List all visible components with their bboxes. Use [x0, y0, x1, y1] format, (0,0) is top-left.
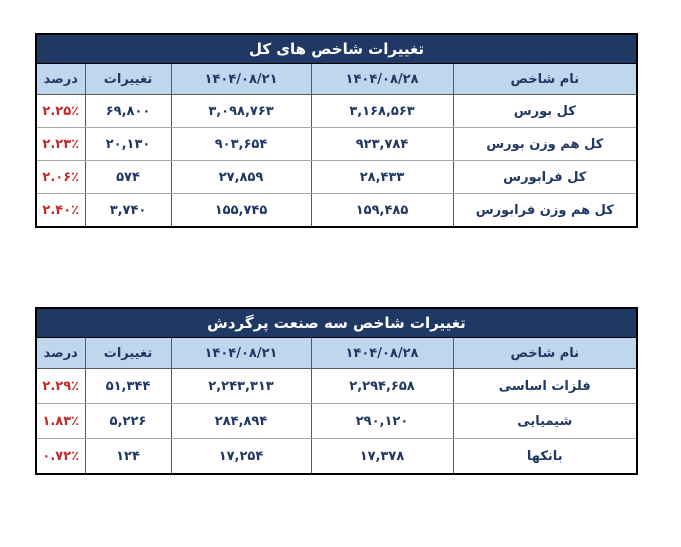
index-name-cell: کل فرابورس	[453, 161, 637, 194]
column-header-date-21: ۱۴۰۴/۰۸/۲۱	[171, 64, 311, 95]
value-28-cell: ۱۵۹,۴۸۵	[311, 194, 453, 228]
table-row	[36, 128, 637, 161]
value-28-cell: ۲۸,۴۳۳	[311, 161, 453, 194]
index-name-cell: کل هم وزن فرابورس	[453, 194, 637, 228]
change-cell: ۶۹,۸۰۰	[85, 95, 171, 128]
column-header-change: تغییرات	[85, 338, 171, 369]
value-28-cell: ۳,۱۶۸,۵۶۳	[311, 95, 453, 128]
column-header-date-21: ۱۴۰۴/۰۸/۲۱	[171, 338, 311, 369]
table-title-row	[36, 34, 637, 64]
percent-cell: ۱.۸۳٪	[36, 404, 85, 439]
value-21-cell: ۲۷,۸۵۹	[171, 161, 311, 194]
table-title-row	[36, 308, 637, 338]
column-header-date-28: ۱۴۰۴/۰۸/۲۸	[311, 64, 453, 95]
table-title: تغییرات شاخص سه صنعت پرگردش	[36, 308, 637, 338]
index-name-cell: کل بورس	[453, 95, 637, 128]
value-28-cell: ۹۲۳,۷۸۴	[311, 128, 453, 161]
index-name-cell: شیمیایی	[453, 404, 637, 439]
value-21-cell: ۲,۲۴۳,۳۱۳	[171, 369, 311, 404]
value-21-cell: ۱۷,۲۵۴	[171, 439, 311, 475]
industry-indices-table	[35, 307, 638, 475]
percent-cell: ۰.۷۲٪	[36, 439, 85, 475]
value-21-cell: ۲۸۴,۸۹۴	[171, 404, 311, 439]
change-cell: ۵۷۴	[85, 161, 171, 194]
change-cell: ۱۲۴	[85, 439, 171, 475]
percent-cell: ۲.۲۳٪	[36, 128, 85, 161]
value-21-cell: ۱۵۵,۷۴۵	[171, 194, 311, 228]
column-header-percent: درصد	[36, 64, 85, 95]
table-row	[36, 161, 637, 194]
total-indices-table	[35, 33, 638, 228]
column-header-date-28: ۱۴۰۴/۰۸/۲۸	[311, 338, 453, 369]
column-header-percent: درصد	[36, 338, 85, 369]
value-21-cell: ۳,۰۹۸,۷۶۳	[171, 95, 311, 128]
table-row	[36, 194, 637, 228]
percent-cell: ۲.۴۰٪	[36, 194, 85, 228]
value-28-cell: ۲,۲۹۴,۶۵۸	[311, 369, 453, 404]
table-title: تغییرات شاخص های کل	[36, 34, 637, 64]
column-header-index-name: نام شاخص	[453, 338, 637, 369]
table-row	[36, 439, 637, 475]
change-cell: ۲۰,۱۳۰	[85, 128, 171, 161]
column-header-index-name: نام شاخص	[453, 64, 637, 95]
percent-cell: ۲.۰۶٪	[36, 161, 85, 194]
percent-cell: ۲.۲۹٪	[36, 369, 85, 404]
column-header-change: تغییرات	[85, 64, 171, 95]
change-cell: ۵۱,۳۴۴	[85, 369, 171, 404]
change-cell: ۳,۷۴۰	[85, 194, 171, 228]
value-28-cell: ۱۷,۳۷۸	[311, 439, 453, 475]
index-name-cell: کل هم وزن بورس	[453, 128, 637, 161]
change-cell: ۵,۲۲۶	[85, 404, 171, 439]
table-row	[36, 369, 637, 404]
table-row	[36, 95, 637, 128]
table-header-row	[36, 64, 637, 95]
table-header-row	[36, 338, 637, 369]
index-name-cell: فلزات اساسی	[453, 369, 637, 404]
table-row	[36, 404, 637, 439]
percent-cell: ۲.۲۵٪	[36, 95, 85, 128]
index-name-cell: بانکها	[453, 439, 637, 475]
value-21-cell: ۹۰۳,۶۵۴	[171, 128, 311, 161]
value-28-cell: ۲۹۰,۱۲۰	[311, 404, 453, 439]
